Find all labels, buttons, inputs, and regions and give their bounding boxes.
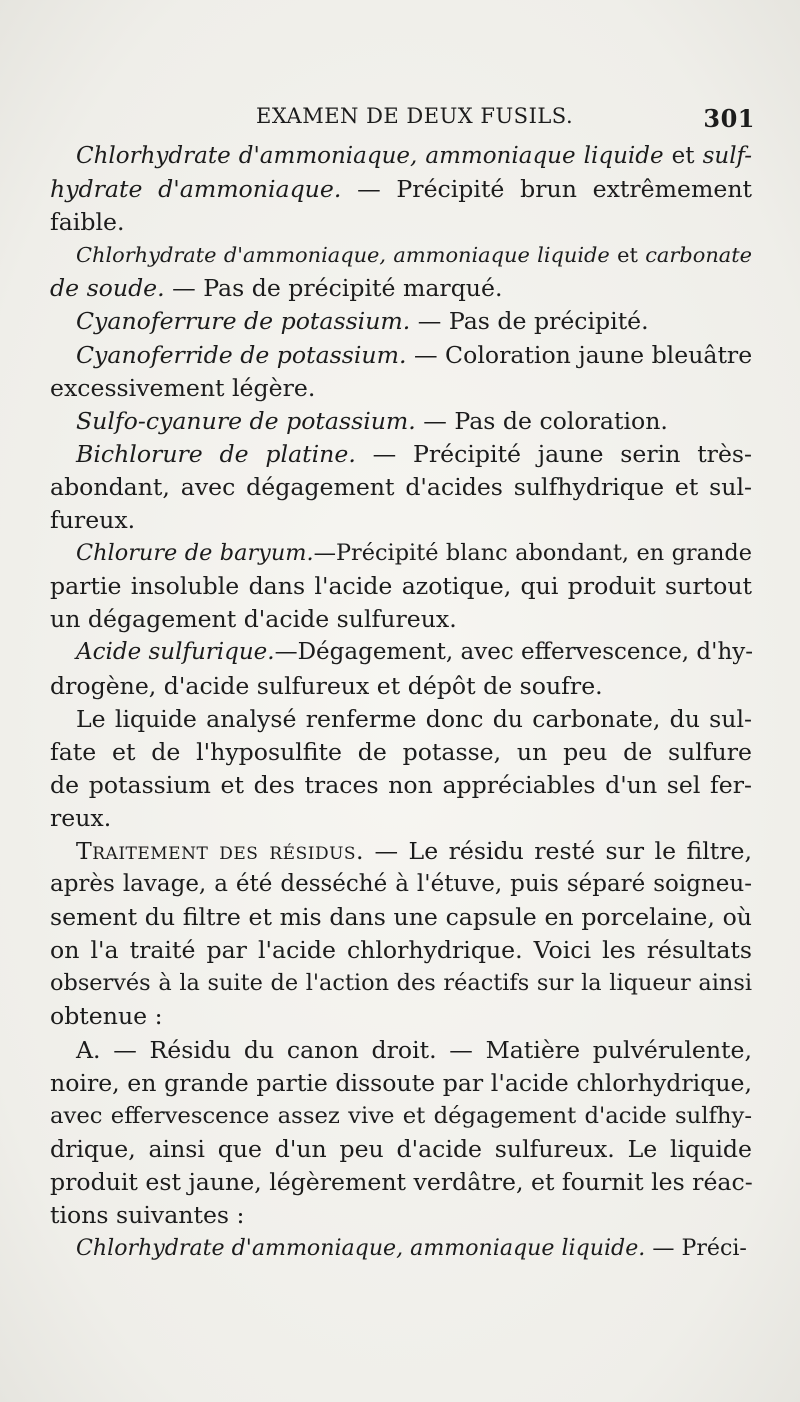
text-run: et — [609, 243, 646, 268]
page-number: 301 — [703, 104, 755, 133]
text-line — [50, 835, 752, 868]
text-line — [50, 206, 752, 239]
italic-run: hydrate d'ammoniaque. — [50, 175, 342, 204]
italic-run: Chlorhydrate d'ammoniaque, ammoniaque liquide — [76, 143, 664, 169]
text-run: observés à la suite de l'action des réactifs sur la liqueur ainsi — [50, 970, 752, 997]
italic-run: carbonate — [645, 243, 752, 268]
text-run: fate et de l'hyposulfite de potasse, un peu de sulfure — [50, 737, 752, 766]
text-line — [50, 736, 752, 769]
paragraph — [50, 405, 752, 438]
text-run: —Précipité blanc abondant, en grande — [313, 540, 752, 567]
text-line — [50, 1067, 752, 1100]
italic-run: Sulfo-cyanure de potassium. — [76, 406, 416, 435]
text-run: — Précipité jaune serin très- — [355, 439, 752, 468]
text-line — [50, 1232, 752, 1265]
text-line — [50, 272, 752, 305]
text-line — [50, 934, 752, 967]
page-body — [50, 140, 752, 1265]
text-run: drique, ainsi que d'un peu d'acide sulfureux. Le liquide — [50, 1134, 752, 1163]
text-run: Le liquide analysé renferme donc du carbonate, du sul- — [76, 704, 752, 733]
text-line — [50, 1034, 752, 1067]
text-line — [50, 239, 752, 272]
text-line — [50, 1166, 752, 1199]
text-line — [50, 438, 752, 471]
text-run: — Pas de coloration. — [415, 406, 668, 435]
text-line — [50, 1133, 752, 1166]
text-line — [50, 670, 752, 703]
italic-run: Chlorhydrate d'ammoniaque, ammoniaque liquide — [76, 243, 610, 268]
text-run: excessivement légère. — [50, 373, 316, 402]
text-run: abondant, avec dégagement d'acides sulfhydrique et sul- — [50, 472, 752, 501]
text-run: produit est jaune, légèrement verdâtre, et fournit les réac- — [50, 1167, 753, 1196]
text-line — [50, 140, 752, 173]
text-run: noire, en grande partie dissoute par l'acide chlorhydrique, — [50, 1068, 752, 1097]
italic-run: Chlorure de baryum. — [76, 540, 314, 567]
text-line — [50, 901, 752, 934]
text-run: partie insoluble dans l'acide azotique, qui produit surtout — [50, 572, 752, 601]
text-run: on l'a traité par l'acide chlorhydrique. Voici les résultats — [50, 936, 752, 965]
text-line — [50, 405, 752, 438]
paragraph — [50, 305, 752, 338]
text-line — [50, 703, 752, 736]
text-run: A. — Résidu du canon droit. — Matière pulvérulente, — [76, 1035, 752, 1064]
italic-run: Chlorhydrate d'ammoniaque, ammoniaque liquide. — [76, 1235, 646, 1262]
text-run: —Dégagement, avec effervescence, d'hy- — [274, 639, 754, 666]
text-run: drogène, d'acide sulfureux et dépôt de soufre. — [50, 671, 603, 700]
paragraph — [50, 1232, 752, 1265]
paragraph — [50, 140, 752, 239]
text-run: — Le résidu resté sur le filtre, — [364, 836, 752, 865]
text-line — [50, 504, 752, 537]
paragraph — [50, 636, 752, 702]
italic-run: de soude. — [50, 274, 165, 303]
text-run: — Pas de précipité. — [410, 307, 649, 336]
text-line — [50, 305, 752, 338]
text-line — [50, 967, 752, 1000]
text-line — [50, 769, 752, 802]
text-run: avec effervescence assez vive et dégagement d'acide sulfhy- — [50, 1102, 752, 1129]
text-run: sement du filtre et mis dans une capsule en porcelaine, où — [50, 903, 752, 932]
italic-run: Cyanoferride de potassium. — [76, 340, 407, 369]
text-line — [50, 173, 752, 206]
text-line — [50, 1000, 752, 1033]
text-run: reux. — [50, 803, 112, 832]
page-header — [200, 104, 755, 134]
text-run: après lavage, a été desséché à l'étuve, puis séparé soigneu- — [50, 871, 752, 898]
italic-run: Cyanoferrure de potassium. — [76, 307, 411, 336]
text-run: obtenue : — [50, 1002, 163, 1031]
paragraph — [50, 438, 752, 537]
small-caps-run: Traitement des résidus. — [76, 836, 365, 865]
text-line — [50, 1100, 752, 1133]
text-run: de potassium et des traces non appréciables d'un sel fer- — [50, 770, 752, 799]
running-title: EXAMEN DE DEUX FUSILS. — [256, 104, 574, 128]
paragraph — [50, 339, 752, 405]
italic-run: Bichlorure de platine. — [76, 439, 356, 468]
paragraph — [50, 537, 752, 636]
text-line — [50, 603, 752, 636]
text-run: — Pas de précipité marqué. — [164, 274, 503, 303]
text-line — [50, 570, 752, 603]
paragraph — [50, 1034, 752, 1233]
text-line — [50, 339, 752, 372]
paragraph — [50, 239, 752, 305]
text-run: — Préci- — [645, 1235, 747, 1262]
text-run: et — [663, 143, 703, 169]
italic-run: Acide sulfurique. — [76, 639, 275, 666]
paragraph — [50, 703, 752, 835]
text-line — [50, 537, 752, 570]
text-line — [50, 471, 752, 504]
italic-run: sulf- — [702, 143, 753, 169]
text-line — [50, 372, 752, 405]
text-run: tions suivantes : — [50, 1201, 245, 1229]
text-run: faible. — [50, 208, 125, 237]
text-run: — Coloration jaune bleuâtre — [406, 340, 753, 369]
text-run: un dégagement d'acide sulfureux. — [50, 605, 457, 634]
text-line — [50, 636, 752, 669]
text-run: — Précipité brun extrêmement — [341, 175, 752, 204]
text-line — [50, 1199, 752, 1232]
text-line — [50, 802, 752, 835]
paragraph — [50, 835, 752, 1034]
text-run: fureux. — [50, 506, 136, 535]
text-line — [50, 868, 752, 901]
